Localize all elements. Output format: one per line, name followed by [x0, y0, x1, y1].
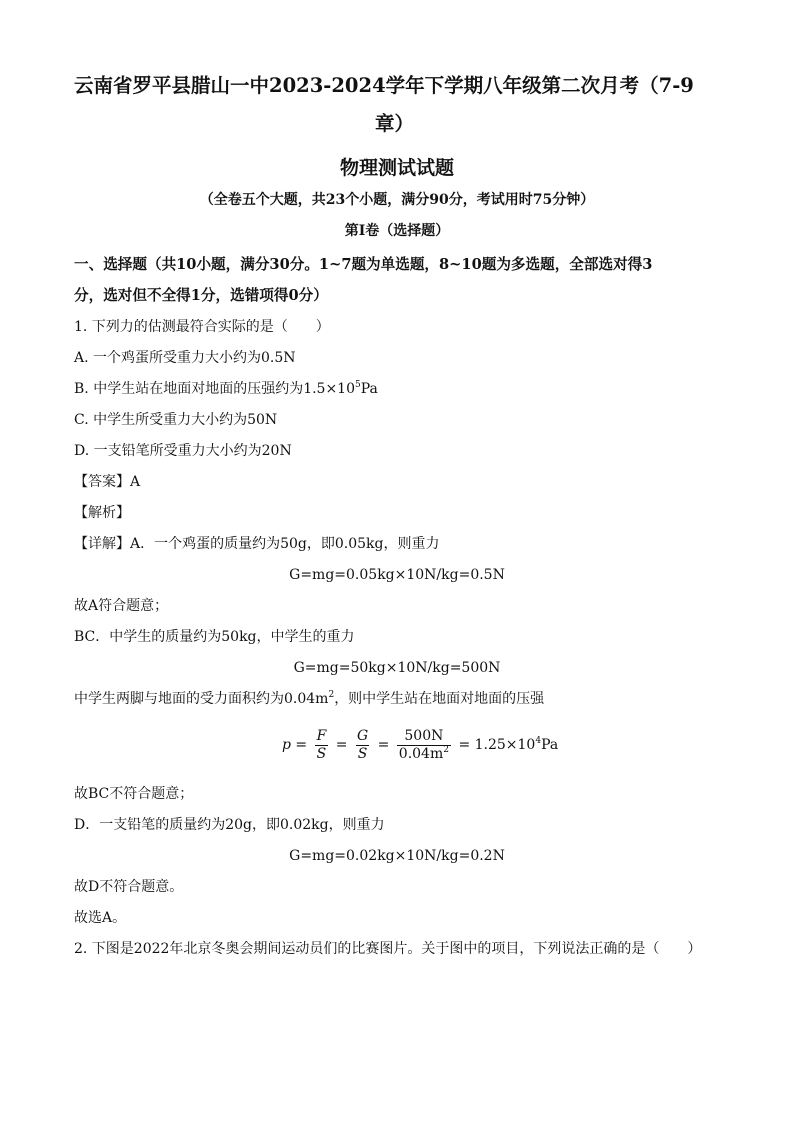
section1-heading-line1: 一、选择题（共10小题，满分30分。1~7题为单选题，8~10题为多选题，全部选对得3	[74, 256, 653, 273]
area-statement-suffix: ，则中学生站在地面对地面的压强	[334, 691, 545, 707]
area-exponent: 2	[328, 690, 335, 700]
q1-answer	[74, 473, 140, 491]
pressure-symbol: p	[282, 737, 291, 753]
pressure-equation	[282, 727, 558, 763]
q1-option-d: D. 一支铅笔所受重力大小约为20N	[74, 443, 292, 459]
q1-stem: 1. 下列力的估测最符合实际的是（ ）	[74, 319, 330, 335]
area-statement	[74, 690, 544, 708]
final-choice: 故选A。	[74, 910, 127, 926]
fraction-denominator	[397, 745, 451, 763]
fraction-numerator: F	[316, 727, 327, 744]
equals-sign: =	[335, 737, 348, 753]
answer-tag: 【答案】	[74, 474, 130, 490]
conclusion-bc: 故BC不符合题意；	[74, 786, 194, 802]
fraction-numerator: G	[356, 727, 369, 744]
denominator-text: 0.04m	[398, 745, 444, 762]
result-unit: Pa	[541, 737, 559, 753]
equals-sign: =	[295, 737, 308, 753]
fraction-g-over-s	[355, 728, 370, 763]
exam-subtitle: 物理测试试题	[339, 157, 454, 179]
q2-stem: 2. 下图是2022年北京冬奥会期间运动员们的比赛图片。关于图中的项目，下列说法正确的是（ ）	[74, 941, 702, 957]
fraction-denominator: S	[357, 745, 368, 762]
detail-d: D．一支铅笔的质量约为20g，即0.02kg，则重力	[74, 817, 385, 833]
exam-title-line1: 云南省罗平县腊山一中2023-2024学年下学期八年级第二次月考（7-9	[74, 74, 694, 97]
exam-title-line2: 章）	[375, 112, 415, 135]
exam-info: （全卷五个大题，共23个小题，满分90分，考试用时75分钟）	[199, 192, 595, 208]
equation-result: = 1.25×10	[458, 737, 536, 753]
detail-tag: 【详解】	[74, 536, 130, 552]
equals-sign: =	[377, 737, 390, 753]
fraction-f-over-s	[315, 728, 329, 763]
fraction-numerator: 500N	[404, 727, 444, 744]
denominator-exponent: 2	[443, 744, 449, 755]
equation-1: G=mg=0.05kg×10N/kg=0.5N	[289, 567, 505, 583]
q1-option-b-text: B. 中学生站在地面对地面的压强约为1.5×10	[74, 381, 355, 397]
detail-a-text: A．一个鸡蛋的质量约为50g，即0.05kg，则重力	[130, 536, 440, 552]
conclusion-a: 故A符合题意；	[74, 598, 169, 614]
conclusion-d: 故D不符合题意。	[74, 879, 184, 895]
area-statement-text: 中学生两脚与地面的受力面积约为0.04m	[74, 691, 329, 707]
q1-option-b-unit: Pa	[360, 381, 378, 397]
detail-a	[74, 535, 440, 553]
q1-option-b-exponent: 5	[355, 380, 361, 390]
equation-4: G=mg=0.02kg×10N/kg=0.2N	[289, 848, 505, 864]
result-exponent: 4	[535, 736, 542, 746]
section1-heading-line2: 分，选对但不全得1分，选错项得0分）	[74, 287, 328, 304]
q1-option-a: A. 一个鸡蛋所受重力大小约为0.5N	[74, 350, 296, 366]
detail-bc: BC．中学生的质量约为50kg，中学生的重力	[74, 629, 355, 645]
fraction-values	[397, 728, 451, 763]
q1-option-c: C. 中学生所受重力大小约为50N	[74, 412, 278, 428]
analysis-tag: 【解析】	[74, 505, 130, 521]
q1-option-b	[74, 380, 378, 398]
fraction-denominator: S	[316, 745, 327, 762]
volume-heading: 第Ⅰ卷（选择题）	[344, 223, 450, 239]
answer-value: A	[130, 474, 141, 490]
equation-2: G=mg=50kg×10N/kg=500N	[293, 660, 501, 676]
